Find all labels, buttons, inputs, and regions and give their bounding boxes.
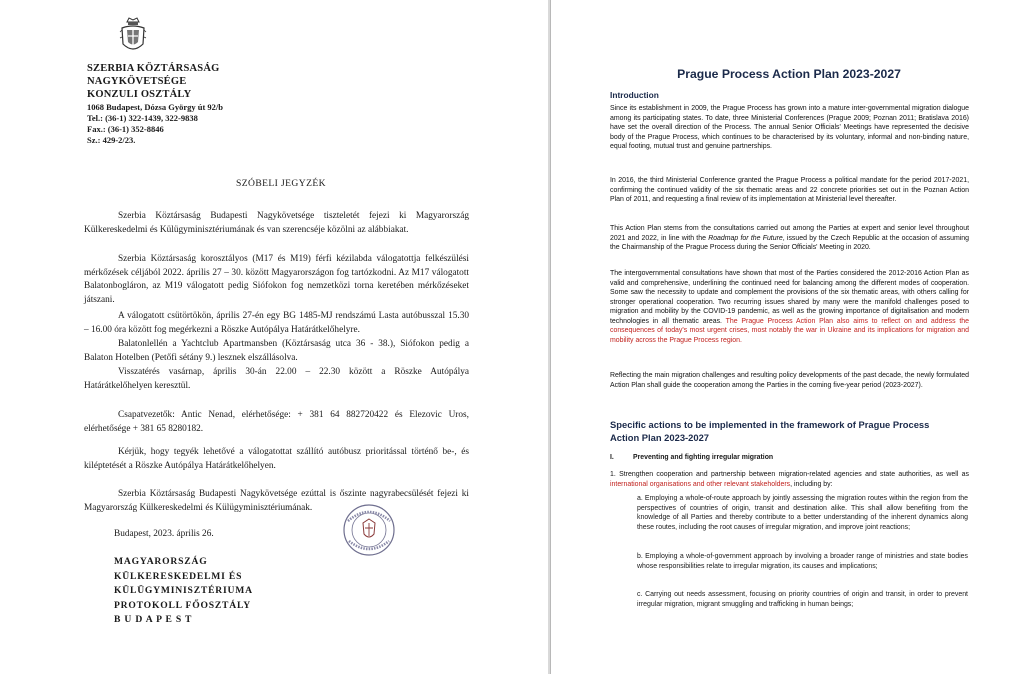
introduction-heading: Introduction — [610, 90, 659, 100]
intro-paragraph: Reflecting the main migration challenges and resulting policy developments of the past decade, the newly formulated Action Plan shall guide the cooperation among the Parties in the coming five-year period (2023-2027). — [610, 372, 969, 389]
paragraph: Szerbia Köztársaság Budapesti Nagykövetsége ezúttal is őszinte nagyrabecsülését fejezi ki Magyarország Külkereskedelmi és Külügyminisztériumának. — [84, 489, 469, 513]
address-line: Fax.: (36-1) 352-8846 — [87, 124, 164, 134]
recipient-line: B U D A P E S T — [114, 614, 193, 625]
intro-paragraph — [610, 269, 969, 345]
recipient-line: MAGYARORSZÁG — [114, 556, 208, 567]
paragraph: Szerbia Köztársaság korosztályos (M17 és M19) férfi kézilabda válogatottja felkészülési mérkőzések céljából 2022. április 27 – 30. között Magyarországon fog tartózkodni. Az M17 válogatott Balatonbogláron, az M19 válogatott pedig Siófokon fog nemzetközi torna keretében mérkőzéseket játszani. — [84, 254, 469, 305]
text-run: 1. Strengthen cooperation and partnership between migration-related agencies and state authorities, as well as — [610, 471, 969, 478]
paragraph: Kérjük, hogy tegyék lehetővé a válogatottat szállító autóbusz prioritással történő be-, és kiléptetését a Röszke Autópálya Határátkelőhelyen. — [84, 447, 469, 471]
action-point — [610, 470, 969, 489]
subsection-heading — [610, 454, 774, 461]
paragraph: Csapatvezetők: Antic Nenad, elérhetősége: + 381 64 882720422 és Elezovic Uros, elérhetősége + 381 65 8280182. — [84, 410, 469, 434]
highlighted-text: The Prague Process Action Plan also aims to reflect on and address the consequences of today's most urgent crises, most notably the war in Ukraine and its implications for migration and mobility across the Prague Process region. — [610, 317, 969, 344]
section-heading-line: Specific actions to be implemented in the framework of Prague Process — [610, 419, 930, 430]
action-item: a. Employing a whole-of-route approach by jointly assessing the migration routes within the region from the perspectives of countries of origin, transit and destination alike. This shall allow benefiting from the knowledge of all Parties and thereby contribute to a better understanding of the inherent dynamics along these routes, including the root causes of irregular migration, and improve joint reactions; — [637, 495, 968, 531]
address-line: 1068 Budapest, Dózsa György út 92/b — [87, 102, 224, 112]
roadmap-italic: Roadmap for the Future — [708, 234, 783, 242]
reference-number: Sz.: 429-2/23. — [87, 135, 136, 145]
paragraph: Szerbia Köztársaság Budapesti Nagykövetsége tiszteletét fejezi ki Magyarország Külkereskedelmi és Külügyminisztériumának és van szerencséje közölni az alábbiakat. — [84, 211, 469, 235]
text-run: , including by: — [790, 480, 833, 488]
highlighted-text: international organisations and other relevant stakeholders — [610, 480, 791, 488]
section-heading-line: Action Plan 2023-2027 — [610, 432, 710, 443]
intro-paragraph: In 2016, the third Ministerial Conference granted the Prague Process a political mandate for the period 2017-2021, confirming the continued validity of the six thematic areas and 22 concrete priorities set out in the Poznan Action Plan of 2011, and requesting a final review of its implementation at Ministerial level thereafter. — [610, 177, 969, 203]
recipient-line: PROTOKOLL FŐOSZTÁLY — [114, 599, 252, 611]
text-run: The intergovernmental consultations have shown that most of the Parties considered the 2012-2016 Action Plan as valid and comprehensive, underlining the continued need for balancing among the different modes of cooperation. Some saw the necessity to update and complement the provisions of the six thematic areas, with others calling for stronger operational cooperation. Two recurring issues shared by many were the manifold challenges posed to migration and mobility by the COVID-19 pandemic, as well as the growing importance of digitalisation and modern technologies in all thematic areas. — [610, 270, 969, 325]
action-item: b. Employing a whole-of-government approach by involving a broader range of ministries and state bodies whose responsibilities relate to irregular migration, its causes and implications; — [637, 553, 968, 570]
action-plan-page — [550, 0, 1026, 674]
intro-paragraph — [610, 224, 969, 253]
paragraph: Balatonlellén a Yachtclub Apartmansben (Köztársaság utca 36 - 38.), Siófokon pedig a Balaton Hotelben (Petőfi sétány 9.) lesznek elszállásolva. — [84, 339, 469, 363]
recipient-block — [114, 555, 253, 628]
subsection-number: I. — [610, 454, 614, 461]
embassy-stamp-icon — [342, 503, 396, 557]
section-heading — [610, 418, 980, 444]
subsection-title: Preventing and fighting irregular migration — [633, 454, 774, 461]
document-title: Prague Process Action Plan 2023-2027 — [677, 67, 901, 81]
embassy-address — [87, 102, 223, 146]
recipient-line: KÜLKERESKEDELMI ÉS — [114, 570, 243, 582]
date-place: Budapest, 2023. április 26. — [114, 529, 214, 539]
letterhead — [87, 62, 219, 101]
letterhead-line: SZERBIA KÖZTÁRSASÁG — [87, 63, 220, 74]
note-title: SZÓBELI JEGYZÉK — [236, 178, 326, 189]
text-run: , issued by the Czech Republic at the occasion of assuming the Chairmanship of the Prague Process during the Senior Officials' Meeting in 2020. — [610, 234, 969, 251]
intro-paragraph: Since its establishment in 2009, the Prague Process has grown into a mature inter-governmental migration dialogue among its participating states. To date, three Ministerial Conferences (Prague 2009; Poznan 2011; Bratislava 2016) have set the overall direction of the Process. The annual Senior Officials' Meetings have represented the decisive body of the Prague Process, which continues to be characterised by its voluntary, informal and non-binding nature, equal footing, mutual trust and genuine partnerships. — [610, 105, 969, 150]
letterhead-line: NAGYKÖVETSÉGE — [87, 76, 187, 87]
paragraph: A válogatott csütörtökön, április 27-én egy BG 1485-MJ rendszámú Lasta autóbusszal 15.30 – 16.00 óra között fog megérkezni a Röszke Autópálya Határátkelőhelyre. — [84, 311, 469, 335]
action-item: c. Carrying out needs assessment, focusing on priority countries of origin and transit, in order to prevent irregular migration, migrant smuggling and trafficking in human beings; — [637, 591, 968, 608]
text-run: This Action Plan stems from the consultations carried out among the Parties at expert and senior level throughout 2021 and 2022, in line with the — [610, 225, 969, 242]
coat-of-arms-icon — [119, 16, 147, 56]
letterhead-line: KONZULI OSZTÁLY — [87, 89, 192, 100]
address-line: Tel.: (36-1) 322-1439, 322-9838 — [87, 113, 198, 123]
recipient-line: KÜLÜGYMINISZTÉRIUMA — [114, 585, 253, 596]
paragraph: Visszatérés vasárnap, április 30-án 22.00 – 22.30 között a Röszke Autópálya Határátkelőhelyen keresztül. — [84, 367, 469, 391]
